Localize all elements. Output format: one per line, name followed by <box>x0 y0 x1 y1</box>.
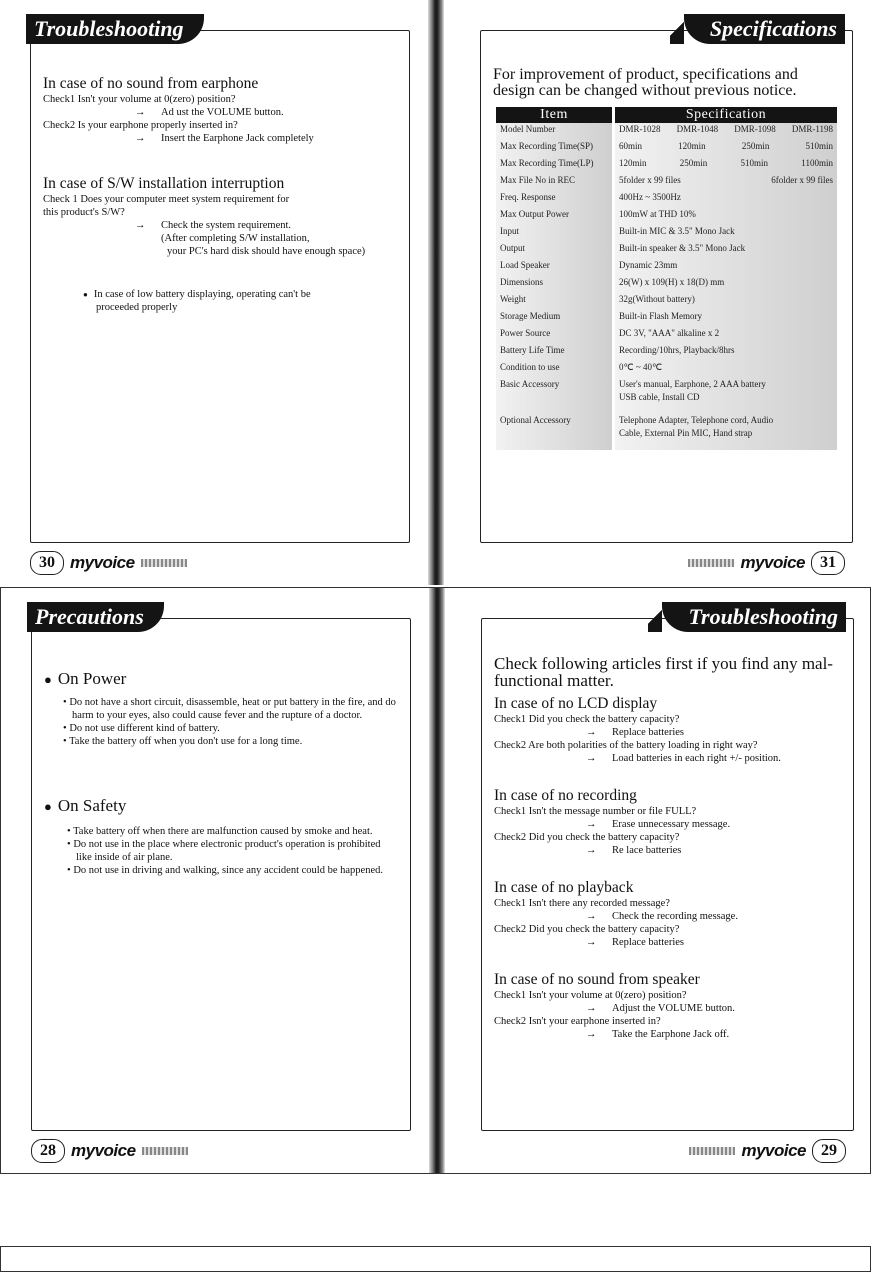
page-29 <box>445 588 871 1173</box>
spec-table <box>493 107 840 450</box>
spec-value-part: 250min <box>741 141 770 151</box>
precaution-item: • Do not use in driving and walking, since any accident could be happened. <box>67 865 383 876</box>
page-banner: Precautions <box>27 602 164 632</box>
spec-value-line: Dynamic 23mm <box>619 260 678 270</box>
brand-logo: myvoice <box>70 553 135 572</box>
page-30 <box>0 0 428 585</box>
precaution-heading: ● On Safety <box>44 796 127 815</box>
spec-row <box>496 361 837 378</box>
precaution-item: • Do not use different kind of battery. <box>63 723 220 734</box>
spec-item: Power Source <box>496 327 612 344</box>
spec-value-part: DMR-1098 <box>734 124 776 134</box>
spec-value-line: DC 3V, "AAA" alkaline x 2 <box>619 328 720 338</box>
bullet-item: ● In case of low battery displaying, operating can't be <box>83 289 311 300</box>
page-frame <box>481 618 854 1131</box>
spec-value-part: DMR-1028 <box>619 124 661 134</box>
check-question: Check1 Isn't your volume at 0(zero) position? <box>43 94 236 105</box>
arrow-icon: → <box>586 937 597 948</box>
spec-value <box>615 191 837 208</box>
spec-item: Basic Accessory <box>496 378 612 414</box>
spec-value-line: Built-in Flash Memory <box>619 311 702 321</box>
spec-value <box>615 174 837 191</box>
page-number: 30 <box>30 551 64 575</box>
page-number: 28 <box>31 1139 65 1163</box>
spec-value-line: 100mW at THD 10% <box>619 209 696 219</box>
page-footer <box>689 1139 846 1163</box>
spec-value-line: USB cable, Install CD <box>619 392 700 402</box>
precaution-item: • Take battery off when there are malfunction caused by smoke and heat. <box>67 826 373 837</box>
page-number: 31 <box>811 551 845 575</box>
spec-value-part: DMR-1048 <box>676 124 719 134</box>
page-banner: Troubleshooting <box>662 602 846 632</box>
spec-row <box>496 174 837 191</box>
arrow-icon: → <box>135 107 146 118</box>
spec-value <box>615 327 837 344</box>
check-question: Check2 Is your earphone properly inserted in? <box>43 120 238 131</box>
spec-row <box>496 310 837 327</box>
spec-value <box>615 123 837 140</box>
spec-value <box>615 259 837 276</box>
spec-value <box>615 225 837 242</box>
check-answer: → Check the recording message. <box>586 911 738 922</box>
spec-value-part: 6folder x 99 files <box>771 175 833 185</box>
bullet-icon: ● <box>44 672 52 687</box>
spec-value-part: 5folder x 99 files <box>619 175 681 185</box>
spec-row <box>496 123 837 140</box>
spec-item: Dimensions <box>496 276 612 293</box>
bullet-icon: ● <box>44 799 52 814</box>
check-question: Check2 Are both polarities of the battery loading in right way? <box>494 740 758 751</box>
spec-body <box>496 123 837 450</box>
brand-logo: myvoice <box>740 553 805 572</box>
check-question: Check1 Isn't the message number or file FULL? <box>494 806 697 817</box>
spec-item: Model Number <box>496 123 612 140</box>
check-question: Check1 Did you check the battery capacity? <box>494 714 680 725</box>
spec-item: Battery Life Time <box>496 344 612 361</box>
check-answer: → Adjust the VOLUME button. <box>586 1003 735 1014</box>
book-spine <box>429 588 445 1173</box>
spec-row <box>496 225 837 242</box>
precaution-item: • Do not use in the place where electronic product's operation is prohibited like inside of air plane. <box>67 839 381 863</box>
spec-value <box>615 242 837 259</box>
spec-value-part: 510min <box>805 141 833 151</box>
spec-item: Optional Accessory <box>496 414 612 450</box>
brand-logo: myvoice <box>741 1141 806 1160</box>
answer-note: (After completing S/W installation, <box>161 233 310 244</box>
spec-row <box>496 208 837 225</box>
spec-row <box>496 293 837 310</box>
empty-bar <box>0 1246 871 1272</box>
spec-value <box>615 157 837 174</box>
arrow-icon: → <box>586 727 597 738</box>
precaution-item: • Do not have a short circuit, disassemble, heat or put battery in the fire, and do harm to your eyes, also could cause fever and the rupture of a doctor. <box>63 697 396 721</box>
book-spine <box>428 0 444 585</box>
spec-value-line: Built-in MIC & 3.5" Mono Jack <box>619 226 735 236</box>
section-heading: In case of no sound from earphone <box>43 75 259 92</box>
footer-stripe <box>142 1147 188 1155</box>
spec-value-line: 26(W) x 109(H) x 18(D) mm <box>619 277 725 287</box>
spec-col-item: Item <box>496 107 612 123</box>
page-28 <box>1 588 429 1173</box>
check-answer: → Insert the Earphone Jack completely <box>135 133 314 144</box>
section-heading: In case of no playback <box>494 879 634 896</box>
check-question: Check1 Isn't there any recorded message? <box>494 898 670 909</box>
page-frame <box>480 30 853 543</box>
bullet-icon: ● <box>83 290 88 299</box>
page-frame <box>31 618 411 1131</box>
footer-stripe <box>688 559 734 567</box>
footer-stripe <box>141 559 187 567</box>
troubleshoot-sections <box>494 695 841 1041</box>
check-answer: → Load batteries in each right +/- position. <box>586 753 781 764</box>
spec-value-part: 120min <box>678 141 706 151</box>
spec-row <box>496 414 837 450</box>
spec-value <box>615 378 837 414</box>
spec-row <box>496 242 837 259</box>
spec-value-line: Cable, External Pin MIC, Hand strap <box>619 428 753 438</box>
spec-value-part: DMR-1198 <box>791 124 833 134</box>
spec-value <box>615 208 837 225</box>
check-answer: → Replace batteries <box>586 727 685 738</box>
arrow-icon: → <box>586 753 597 764</box>
brand-logo: myvoice <box>71 1141 136 1160</box>
precaution-heading: ● On Power <box>44 669 127 688</box>
troubleshoot-section <box>494 879 841 949</box>
section-heading: In case of S/W installation interruption <box>43 175 285 192</box>
check-answer: → Check the system requirement. <box>135 220 292 231</box>
spec-value-line: User's manual, Earphone, 2 AAA battery <box>619 379 766 389</box>
spec-item: Input <box>496 225 612 242</box>
spec-value <box>615 414 837 450</box>
check-answer: → Ad ust the VOLUME button. <box>135 107 284 118</box>
spec-value <box>615 140 837 157</box>
spec-value <box>615 276 837 293</box>
page-footer <box>30 551 187 575</box>
page-footer <box>31 1139 188 1163</box>
answer-note: your PC's hard disk should have enough space) <box>167 246 366 257</box>
check-answer: → Re lace batteries <box>586 845 682 856</box>
check-question: Check2 Did you check the battery capacity? <box>494 924 680 935</box>
spec-item: Max File No in REC <box>496 174 612 191</box>
spec-value-part: 1100min <box>801 158 833 168</box>
arrow-icon: → <box>586 911 597 922</box>
check-question: Check 1 Does your computer meet system requirement for <box>43 194 290 205</box>
spec-value-line: Recording/10hrs, Playback/8hrs <box>619 345 735 355</box>
spec-row <box>496 157 837 174</box>
page-footer <box>688 551 845 575</box>
spec-intro: For improvement of product, specifications and design can be changed without previous notice. <box>493 66 798 99</box>
spec-item: Max Output Power <box>496 208 612 225</box>
arrow-icon: → <box>586 845 597 856</box>
bullet-item-cont: proceeded properly <box>96 302 178 313</box>
spec-row <box>496 259 837 276</box>
page-banner: Troubleshooting <box>26 14 204 44</box>
spec-value-part: 510min <box>740 158 769 168</box>
troubleshoot-section <box>494 971 841 1041</box>
page-banner: Specifications <box>684 14 845 44</box>
spec-value-line: Built-in speaker & 3.5" Mono Jack <box>619 243 746 253</box>
precaution-item: • Take the battery off when you don't use for a long time. <box>63 736 303 747</box>
spec-value <box>615 310 837 327</box>
spec-value-line: Telephone Adapter, Telephone cord, Audio <box>619 415 774 425</box>
arrow-icon: → <box>135 220 146 231</box>
check-answer: → Take the Earphone Jack off. <box>586 1029 730 1040</box>
spec-row <box>496 378 837 414</box>
arrow-icon: → <box>586 1003 597 1014</box>
spec-row <box>496 276 837 293</box>
spec-value-line: 32g(Without battery) <box>619 294 695 304</box>
page-number: 29 <box>812 1139 846 1163</box>
spec-value-line: 0℃ ~ 40℃ <box>619 362 663 372</box>
spec-item: Load Speaker <box>496 259 612 276</box>
footer-stripe <box>689 1147 735 1155</box>
spec-item: Freq. Response <box>496 191 612 208</box>
spec-value <box>615 344 837 361</box>
troubleshoot-intro: Check following articles first if you find any mal-functional matter. <box>494 654 833 690</box>
spec-value-part: 250min <box>679 158 708 168</box>
arrow-icon: → <box>586 819 597 830</box>
spec-row <box>496 140 837 157</box>
spec-value-part: 120min <box>619 158 647 168</box>
page-31 <box>444 0 871 585</box>
section-heading: In case of no recording <box>494 787 637 804</box>
check-answer: → Replace batteries <box>586 937 685 948</box>
spec-row <box>496 191 837 208</box>
spec-row <box>496 327 837 344</box>
check-question-cont: this product's S/W? <box>43 207 125 218</box>
arrow-icon: → <box>135 133 146 144</box>
page-frame <box>30 30 410 543</box>
spec-value <box>615 293 837 310</box>
spec-value-line: 400Hz ~ 3500Hz <box>619 192 681 202</box>
section-heading: In case of no LCD display <box>494 695 658 712</box>
check-question: Check2 Isn't your earphone inserted in? <box>494 1016 661 1027</box>
spec-item: Weight <box>496 293 612 310</box>
troubleshoot-section <box>494 787 841 857</box>
spec-item: Condition to use <box>496 361 612 378</box>
top-spread <box>0 0 871 585</box>
spec-item: Output <box>496 242 612 259</box>
spec-value-part: 60min <box>619 141 643 151</box>
check-question: Check2 Did you check the battery capacity? <box>494 832 680 843</box>
check-question: Check1 Isn't your volume at 0(zero) position? <box>494 990 687 1001</box>
section-heading: In case of no sound from speaker <box>494 971 700 988</box>
spec-value <box>615 361 837 378</box>
spec-item: Storage Medium <box>496 310 612 327</box>
check-answer: → Erase unnecessary message. <box>586 819 731 830</box>
troubleshoot-section <box>494 695 841 765</box>
arrow-icon: → <box>586 1029 597 1040</box>
spec-row <box>496 344 837 361</box>
spec-col-spec: Specification <box>615 107 837 123</box>
spec-item: Max Recording Time(SP) <box>496 140 612 157</box>
bottom-spread <box>0 587 871 1174</box>
spec-item: Max Recording Time(LP) <box>496 157 612 174</box>
